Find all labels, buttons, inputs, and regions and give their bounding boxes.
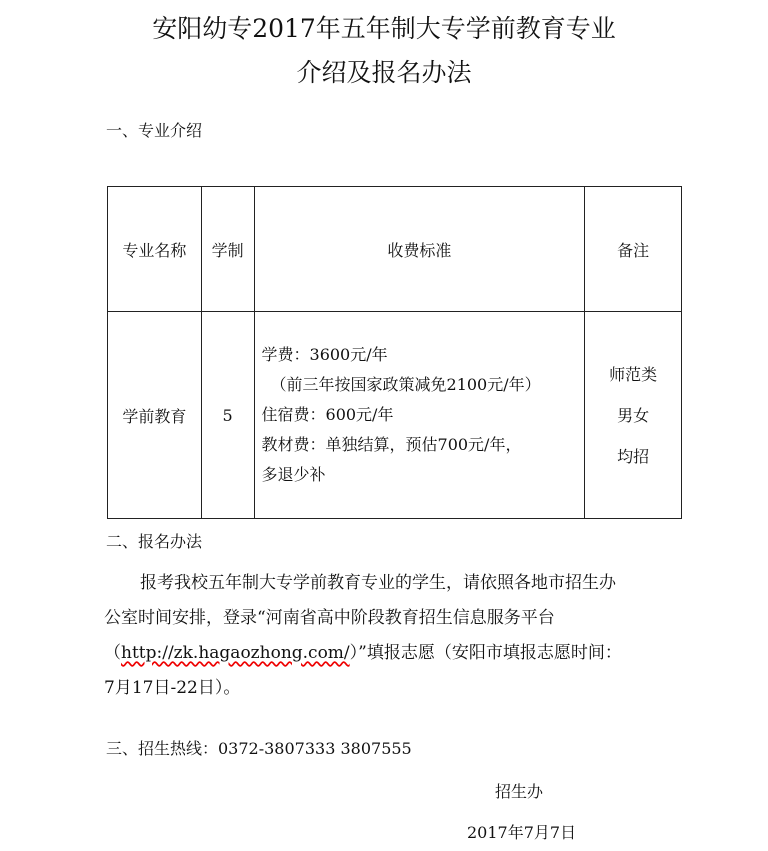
document-title-line2: 介绍及报名办法	[296, 58, 472, 87]
table-row	[108, 312, 682, 519]
remark-line: 均招	[617, 446, 650, 466]
url-open-paren: （	[104, 643, 121, 663]
section-heading-major-intro: 一、专业介绍	[106, 121, 203, 140]
fee-line-textbook: 教材费：单独结算，预估700元/年，	[261, 435, 522, 454]
table-header-cell: 学制	[201, 187, 254, 312]
signature-office: 招生办	[495, 782, 544, 801]
fee-standard-cell	[254, 312, 585, 519]
major-table	[107, 186, 682, 519]
paragraph-line: 公室时间安排，登录“河南省高中阶段教育招生信息服务平台	[104, 608, 555, 628]
paragraph-line-url	[104, 636, 664, 671]
paragraph-line: 7月17日-22日）。	[104, 678, 241, 698]
platform-url-link[interactable]: http://zk.hagaozhong.com/	[121, 643, 350, 663]
signature-date: 2017年7月7日	[467, 823, 577, 842]
study-years-cell: 5	[201, 312, 254, 519]
remark-line: 师范类	[609, 364, 658, 384]
fee-line-reduction: （前三年按国家政策减免2100元/年）	[270, 375, 541, 394]
major-name-cell: 学前教育	[108, 312, 202, 519]
document-title-line1: 安阳幼专2017年五年制大专学前教育专业	[152, 14, 616, 43]
table-header-cell: 专业名称	[108, 187, 202, 312]
remarks-cell	[585, 312, 682, 519]
section-heading-hotline: 三、招生热线：0372-3807333 3807555	[106, 739, 412, 758]
fee-line-tuition: 学费：3600元/年	[261, 345, 388, 364]
table-header-cell: 备注	[585, 187, 682, 312]
remark-line: 男女	[617, 405, 650, 425]
section-heading-registration: 二、报名办法	[106, 532, 203, 551]
registration-paragraph	[104, 566, 664, 706]
table-header-row	[108, 187, 682, 312]
paragraph-line: 报考我校五年制大专学前教育专业的学生，请依照各地市招生办	[140, 573, 616, 593]
fee-line-accommodation: 住宿费：600元/年	[261, 405, 394, 424]
table-header-cell: 收费标准	[254, 187, 585, 312]
fee-line-refund: 多退少补	[261, 465, 326, 484]
url-close-text: ）”填报志愿（安阳市填报志愿时间：	[349, 643, 622, 663]
